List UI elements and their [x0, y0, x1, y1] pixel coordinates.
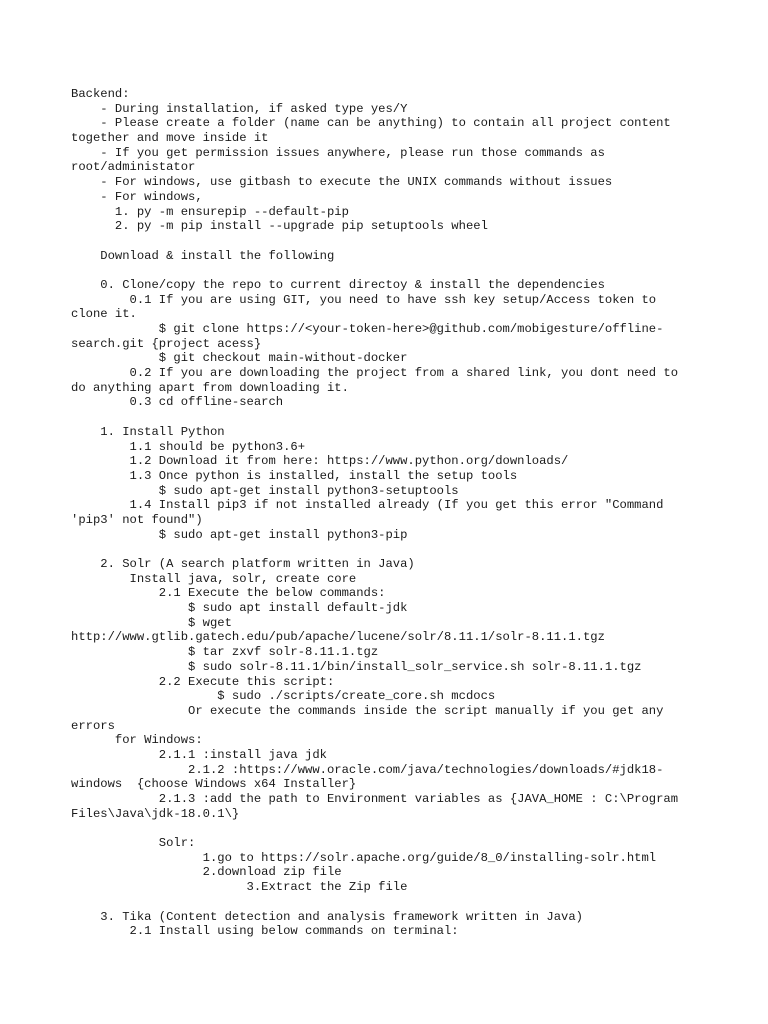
document-line: $ git checkout main-without-docker	[71, 351, 408, 366]
document-line: 3.Extract the Zip file	[71, 880, 408, 895]
document-line: Backend:	[71, 87, 130, 101]
document-line: $ sudo apt-get install python3-pip	[71, 527, 408, 542]
document-line: $ sudo ./scripts/create_core.sh mcdocs	[71, 689, 496, 704]
document-line: for Windows:	[71, 733, 203, 748]
document-line: 0.1 If you are using GIT, you need to have ssh key setup/Access token to	[71, 292, 657, 307]
document-line: $ git clone https://<your-token-here>@github.com/mobigesture/offline-	[71, 322, 664, 336]
document-line: 2. py -m pip install --upgrade pip setuptools wheel	[71, 219, 488, 234]
document-line: 2.1 Execute the below commands:	[71, 586, 386, 601]
document-line	[71, 410, 711, 425]
document-line: - Please create a folder (name can be anything) to contain all project content	[71, 116, 671, 131]
document-line: Install java, solr, create core	[71, 571, 357, 586]
document-line: together and move inside it	[71, 131, 269, 146]
document-line: $ wget	[71, 615, 232, 630]
document-line: - During installation, if asked type yes/Y	[71, 101, 408, 116]
document-line: Files\Java\jdk-18.0.1\}	[71, 806, 240, 821]
document-line	[71, 234, 711, 249]
document-line: 3. Tika (Content detection and analysis framework written in Java)	[71, 909, 583, 924]
document-line: http://www.gtlib.gatech.edu/pub/apache/lucene/solr/8.11.1/solr-8.11.1.tgz	[71, 630, 605, 645]
document-line	[71, 542, 711, 557]
document-line: windows {choose Windows x64 Installer}	[71, 777, 357, 792]
document-line: clone it.	[71, 307, 137, 322]
document-line: 2.2 Execute this script:	[71, 674, 335, 689]
document-line: $ sudo apt-get install python3-setuptools	[71, 483, 459, 498]
document-line: search.git {project acess}	[71, 336, 262, 351]
document-line: $ sudo solr-8.11.1/bin/install_solr_service.sh solr-8.11.1.tgz	[71, 659, 642, 674]
document-line: Download & install the following	[71, 248, 335, 263]
document-line: 2. Solr (A search platform written in Java)	[71, 557, 415, 571]
document-line: 2.1 Install using below commands on terminal:	[71, 924, 459, 939]
document-line: 1.1 should be python3.6+	[71, 439, 306, 454]
document-line: Or execute the commands inside the script manually if you get any	[71, 703, 664, 718]
document-line: 2.1.3 :add the path to Environment variables as {JAVA_HOME : C:\Program	[71, 792, 679, 806]
document-line: 0.2 If you are downloading the project from a shared link, you dont need to	[71, 366, 679, 381]
document-line: 2.1.2 :https://www.oracle.com/java/technologies/downloads/#jdk18-	[71, 762, 664, 777]
document-line: - For windows, use gitbash to execute the UNIX commands without issues	[71, 175, 613, 190]
document-line: 0.3 cd offline-search	[71, 395, 284, 410]
document-line: $ tar zxvf solr-8.11.1.tgz	[71, 645, 379, 660]
document-line	[71, 821, 711, 836]
document-line: 1.4 Install pip3 if not installed already (If you get this error "Command	[71, 498, 664, 513]
document-body	[71, 87, 711, 939]
document-line: 1. py -m ensurepip --default-pip	[71, 204, 349, 219]
document-line: 1. Install Python	[71, 424, 225, 439]
document-line: do anything apart from downloading it.	[71, 380, 349, 395]
document-line	[71, 895, 711, 910]
document-line: 1.3 Once python is installed, install the setup tools	[71, 468, 518, 483]
document-line: - For windows,	[71, 189, 203, 204]
document-line: errors	[71, 718, 115, 733]
document-line: $ sudo apt install default-jdk	[71, 601, 408, 616]
document-line: 1.2 Download it from here: https://www.python.org/downloads/	[71, 454, 569, 469]
document-line: 'pip3' not found")	[71, 512, 203, 527]
document-line: 2.1.1 :install java jdk	[71, 747, 327, 762]
document-line: 0. Clone/copy the repo to current directoy & install the dependencies	[71, 277, 605, 292]
document-line: - If you get permission issues anywhere, please run those commands as	[71, 145, 605, 160]
document-line: 1.go to https://solr.apache.org/guide/8_0/installing-solr.html	[71, 850, 657, 865]
document-line: Solr:	[71, 836, 196, 851]
document-line	[71, 263, 711, 278]
document-line: root/administator	[71, 160, 196, 175]
document-line: 2.download zip file	[71, 865, 342, 880]
